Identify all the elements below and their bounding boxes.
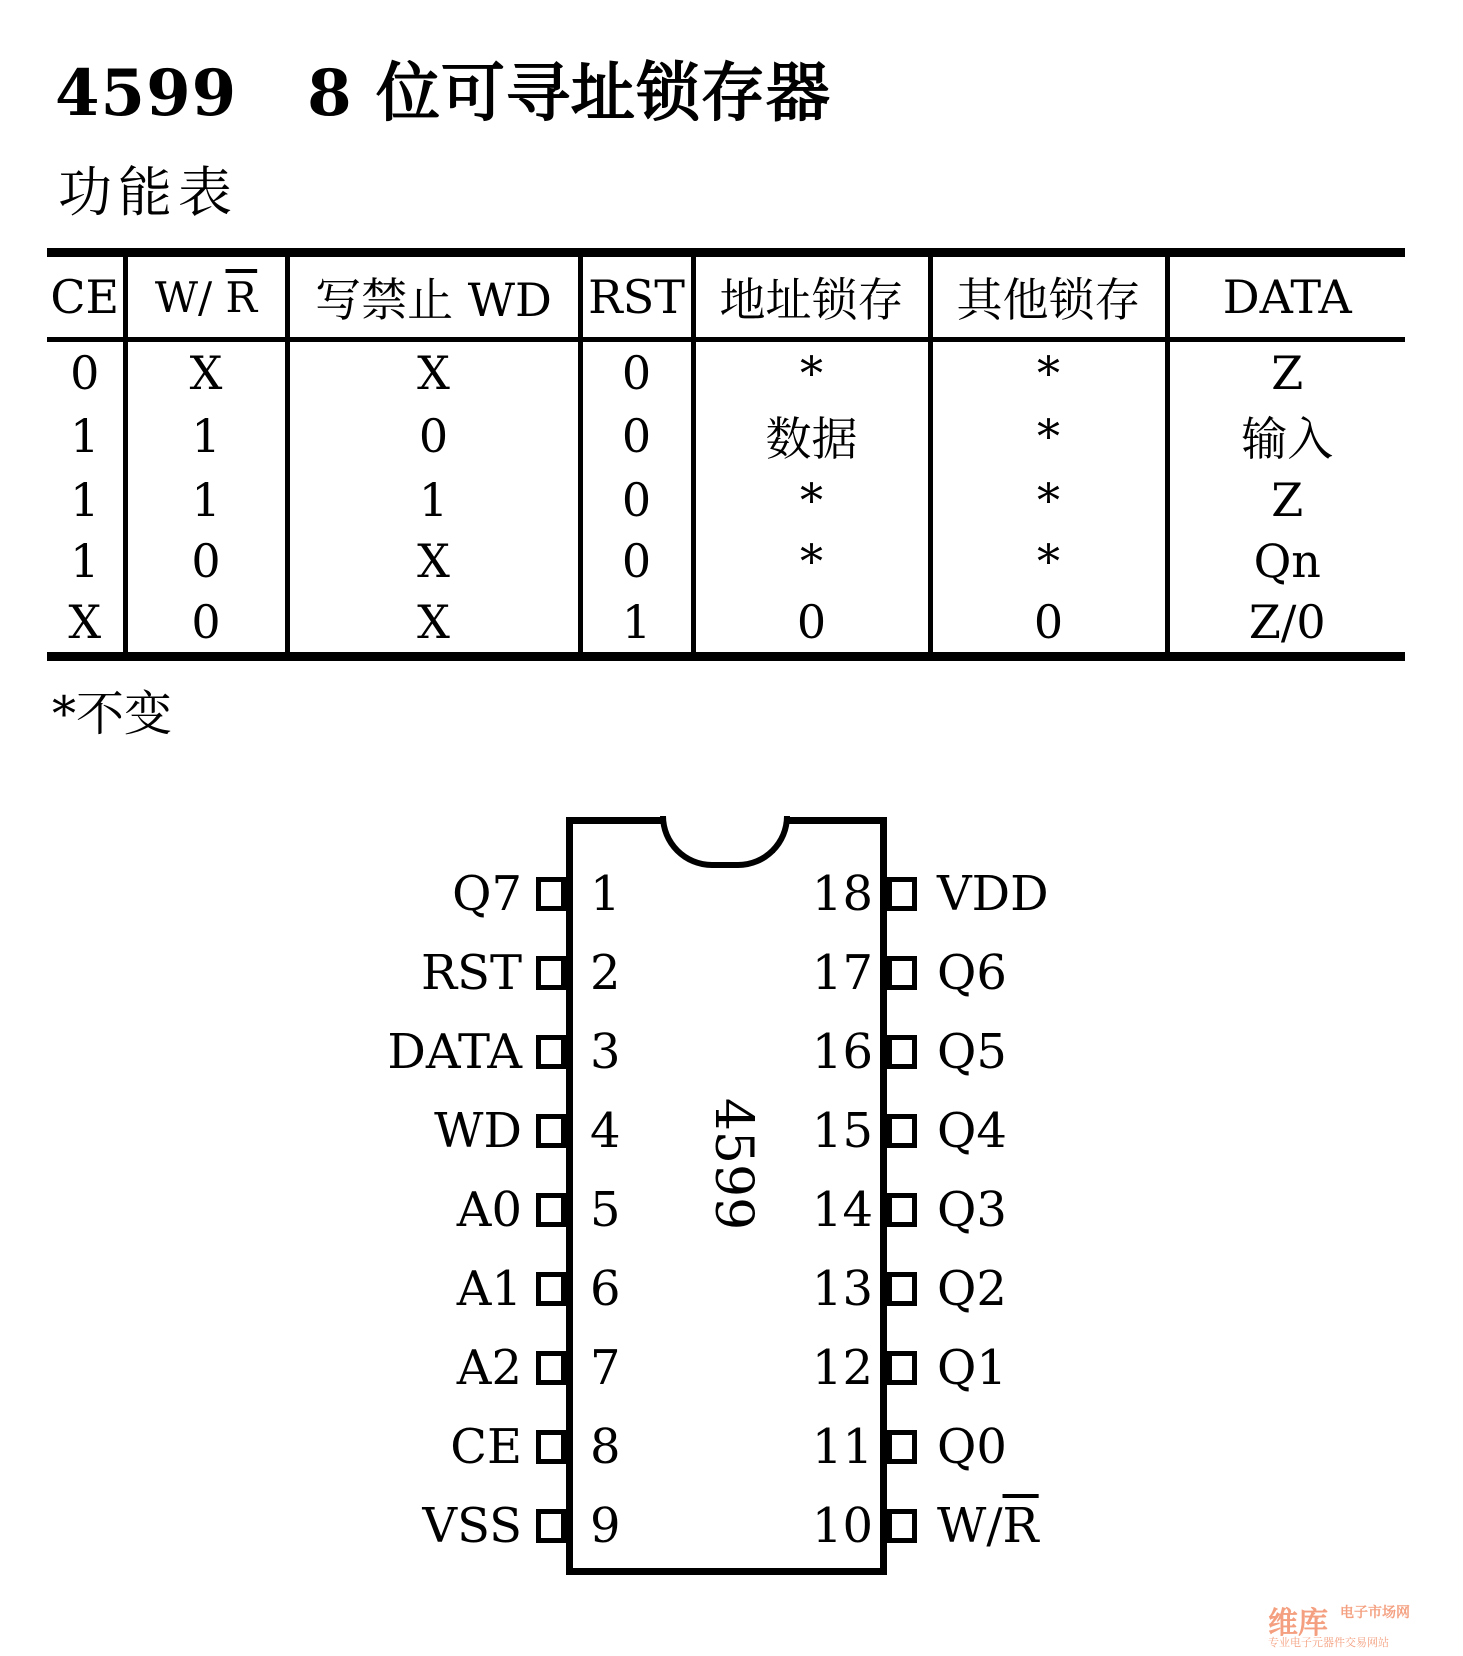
cell: * bbox=[693, 340, 930, 404]
pin-number: 7 bbox=[590, 1340, 621, 1396]
cell: 0 bbox=[580, 403, 693, 469]
pin-name: Q2 bbox=[937, 1261, 1007, 1317]
pin-name: A0 bbox=[456, 1182, 522, 1238]
cell: * bbox=[930, 340, 1167, 404]
part-description: 8 位可寻址锁存器 bbox=[307, 56, 831, 131]
table-row bbox=[47, 340, 1405, 404]
pin-13 bbox=[811, 1261, 1147, 1317]
pin-16 bbox=[811, 1024, 1147, 1080]
pin-5 bbox=[330, 1182, 621, 1238]
watermark-logo: 维库 bbox=[1268, 1606, 1328, 1641]
pin-name: Q7 bbox=[452, 866, 522, 922]
pin-name: WD bbox=[434, 1103, 522, 1159]
pin-pad bbox=[536, 877, 566, 911]
pin-12 bbox=[811, 1340, 1147, 1396]
pin-pad bbox=[887, 1114, 917, 1148]
pin-name: CE bbox=[450, 1419, 522, 1475]
pin-pad bbox=[536, 1114, 566, 1148]
pin-11 bbox=[811, 1419, 1147, 1475]
pin-9 bbox=[330, 1498, 621, 1554]
pin-number: 12 bbox=[811, 1340, 873, 1396]
pin-1 bbox=[330, 866, 621, 922]
watermark bbox=[1268, 1598, 1458, 1650]
pin-name-w: W/ bbox=[937, 1498, 1003, 1554]
cell: 0 bbox=[287, 403, 580, 469]
function-table bbox=[47, 248, 1405, 661]
cell: Qn bbox=[1167, 530, 1405, 591]
pin-name: Q3 bbox=[937, 1182, 1007, 1238]
pin-name: VDD bbox=[937, 866, 1049, 922]
col-header-wd: 写禁止 WD bbox=[287, 253, 580, 340]
cell: 1 bbox=[70, 472, 100, 527]
pin-18 bbox=[811, 866, 1147, 922]
pin-name: Q1 bbox=[937, 1340, 1007, 1396]
cell: * bbox=[930, 469, 1167, 530]
cell: 0 bbox=[125, 591, 287, 657]
cell: X bbox=[287, 530, 580, 591]
chip-label-text: 4599 bbox=[703, 1097, 763, 1231]
col-header-wr-w: W/ bbox=[154, 272, 213, 322]
pin-number: 8 bbox=[590, 1419, 621, 1475]
pin-7 bbox=[330, 1340, 621, 1396]
pin-pad bbox=[887, 1035, 917, 1069]
cell: 1 bbox=[287, 469, 580, 530]
pin-pad bbox=[887, 1509, 917, 1543]
pin-number: 4 bbox=[590, 1103, 621, 1159]
pin-pad bbox=[536, 956, 566, 990]
table-header-row bbox=[47, 253, 1405, 340]
footnote: *不变 bbox=[52, 686, 173, 742]
pin-name: Q0 bbox=[937, 1419, 1007, 1475]
cell: 1 bbox=[580, 591, 693, 657]
pin-number: 5 bbox=[590, 1182, 621, 1238]
pin-name: VSS bbox=[422, 1498, 522, 1554]
col-header-address-latch: 地址锁存 bbox=[693, 253, 930, 340]
pin-8 bbox=[330, 1419, 621, 1475]
pin-pad bbox=[536, 1430, 566, 1464]
cell: * bbox=[693, 469, 930, 530]
cell: 1 bbox=[125, 403, 287, 469]
pin-name: RST bbox=[420, 945, 522, 1001]
pin-name: Q4 bbox=[937, 1103, 1007, 1159]
cell: 1 bbox=[70, 409, 100, 463]
pin-pad bbox=[887, 1430, 917, 1464]
pin-number: 16 bbox=[811, 1024, 873, 1080]
pin-pad bbox=[536, 1509, 566, 1543]
part-number: 4599 bbox=[55, 56, 238, 131]
col-header-wr-r: $\overline{R}$ bbox=[225, 272, 258, 322]
pin-14 bbox=[811, 1182, 1147, 1238]
pin-number: 18 bbox=[811, 866, 873, 922]
cell: * bbox=[930, 530, 1167, 591]
pin-name: DATA bbox=[387, 1024, 522, 1080]
watermark-tagline: 专业电子元器件交易网站 bbox=[1268, 1636, 1389, 1649]
cell: 0 bbox=[580, 340, 693, 404]
pin-pad bbox=[536, 1035, 566, 1069]
pin-number: 13 bbox=[811, 1261, 873, 1317]
pin-6 bbox=[330, 1261, 621, 1317]
cell: 1 bbox=[70, 533, 100, 588]
cell: 0 bbox=[125, 530, 287, 591]
pin-4 bbox=[330, 1103, 621, 1159]
pin-name: A1 bbox=[456, 1261, 522, 1317]
cell: Z bbox=[1167, 340, 1405, 404]
pin-pad bbox=[536, 1351, 566, 1385]
pin-number: 6 bbox=[590, 1261, 621, 1317]
table-row bbox=[47, 591, 1405, 657]
cell: 0 bbox=[693, 591, 930, 657]
pin-number: 10 bbox=[811, 1498, 873, 1554]
table-row bbox=[47, 469, 1405, 530]
cell: * bbox=[930, 403, 1167, 469]
cell: 数据 bbox=[693, 403, 930, 469]
pin-15 bbox=[811, 1103, 1147, 1159]
cell: 1 bbox=[125, 469, 287, 530]
cell: Z bbox=[1167, 469, 1405, 530]
pin-name: Q6 bbox=[937, 945, 1007, 1001]
pin-pad bbox=[887, 877, 917, 911]
cell: 0 bbox=[930, 591, 1167, 657]
pin-number: 17 bbox=[811, 945, 873, 1001]
pin-pad bbox=[536, 1193, 566, 1227]
cell: * bbox=[693, 530, 930, 591]
cell: 输入 bbox=[1167, 403, 1405, 469]
pin-pad bbox=[887, 956, 917, 990]
pin-number: 9 bbox=[590, 1498, 621, 1554]
pin-number: 15 bbox=[811, 1103, 873, 1159]
pin-name: Q5 bbox=[937, 1024, 1007, 1080]
cell: 0 bbox=[70, 345, 100, 400]
pin-number: 14 bbox=[811, 1182, 873, 1238]
pin-3 bbox=[330, 1024, 621, 1080]
col-header-other-latch: 其他锁存 bbox=[930, 253, 1167, 340]
cell: Z/0 bbox=[1167, 591, 1405, 657]
cell: X bbox=[287, 340, 580, 404]
pin-name: A2 bbox=[456, 1340, 522, 1396]
cell: X bbox=[68, 594, 102, 649]
pin-name bbox=[937, 1498, 1039, 1554]
pin-name-r: $\overline{R}$ bbox=[1002, 1498, 1039, 1554]
cell: X bbox=[125, 340, 287, 404]
cell: 0 bbox=[580, 530, 693, 591]
pin1-notch bbox=[660, 816, 790, 868]
pin-17 bbox=[811, 945, 1147, 1001]
pin-pad bbox=[887, 1272, 917, 1306]
pin-2 bbox=[330, 945, 621, 1001]
pin-pad bbox=[887, 1351, 917, 1385]
pin-number: 1 bbox=[590, 866, 621, 922]
col-header-rst: RST bbox=[580, 253, 693, 340]
table-row bbox=[47, 530, 1405, 591]
pin-pad bbox=[887, 1193, 917, 1227]
col-header-ce: CE bbox=[47, 253, 125, 340]
page-title bbox=[55, 42, 831, 134]
pin-number: 3 bbox=[590, 1024, 621, 1080]
pin-pad bbox=[536, 1272, 566, 1306]
pin-number: 11 bbox=[811, 1419, 873, 1475]
cell: X bbox=[287, 591, 580, 657]
pin-number: 2 bbox=[590, 945, 621, 1001]
watermark-logo-sub: 电子市场网 bbox=[1340, 1605, 1410, 1621]
pin-10 bbox=[811, 1498, 1147, 1554]
function-table-heading: 功能表 bbox=[58, 161, 238, 224]
cell: 0 bbox=[580, 469, 693, 530]
col-header-data: DATA bbox=[1167, 253, 1405, 340]
table-row bbox=[47, 403, 1405, 469]
col-header-wr bbox=[125, 253, 287, 340]
